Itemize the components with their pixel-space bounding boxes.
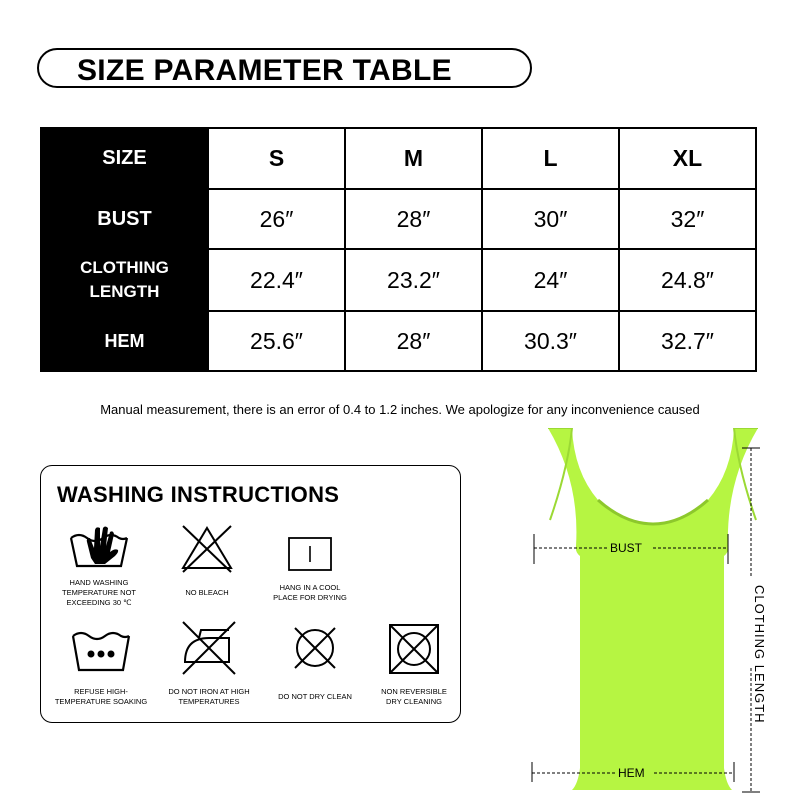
no-dry-clean-icon <box>289 622 341 674</box>
washing-instructions-panel <box>40 465 461 723</box>
hand-wash-icon <box>67 522 131 572</box>
label-line: HAND WASHING <box>69 578 129 587</box>
row-label-clothing-length <box>41 249 208 311</box>
non-reversible-label <box>359 687 469 707</box>
size-m-header: M <box>345 128 482 189</box>
table-cell: 28″ <box>345 189 482 249</box>
label-line: PLACE FOR DRYING <box>273 593 347 602</box>
label-line: CLOTHING <box>752 585 767 661</box>
table-cell: 32″ <box>619 189 756 249</box>
title-banner <box>37 48 532 88</box>
size-l-header: L <box>482 128 619 189</box>
label-line: DRY CLEANING <box>386 697 442 706</box>
hand-wash-label <box>44 578 154 608</box>
hang-dry-icon <box>287 536 333 572</box>
tank-top-body <box>548 428 758 790</box>
size-table <box>40 127 757 372</box>
no-iron-label <box>154 687 264 707</box>
row-label-hem: HEM <box>41 311 208 371</box>
bust-label: BUST <box>610 541 643 555</box>
hang-dry-label <box>255 583 365 603</box>
page-title: SIZE PARAMETER TABLE <box>77 54 452 87</box>
label-line: NON REVERSIBLE <box>381 687 447 696</box>
row-label-bust: BUST <box>41 189 208 249</box>
row-label-line1: CLOTHING <box>80 258 169 277</box>
hem-label: HEM <box>618 766 645 780</box>
size-xl-header: XL <box>619 128 756 189</box>
table-cell: 25.6″ <box>208 311 345 371</box>
table-cell: 32.7″ <box>619 311 756 371</box>
label-line: TEMPERATURE NOT <box>61 588 137 597</box>
table-row-hem <box>41 311 756 371</box>
table-cell: 24.8″ <box>619 249 756 311</box>
no-iron-icon <box>179 618 239 678</box>
table-cell: 24″ <box>482 249 619 311</box>
table-cell: 30.3″ <box>482 311 619 371</box>
clothing-length-label <box>752 585 767 724</box>
label-line: EXCEEDING 30 ℃ <box>66 598 132 607</box>
washing-title: WASHING INSTRUCTIONS <box>57 482 340 507</box>
size-header-cell: SIZE <box>41 128 208 189</box>
no-tumble-dry-icon <box>387 622 441 676</box>
table-cell: 23.2″ <box>345 249 482 311</box>
table-cell: 22.4″ <box>208 249 345 311</box>
no-bleach-icon <box>179 522 235 574</box>
label-line: DO NOT IRON AT HIGH <box>168 687 250 696</box>
refuse-high-temp-soak-icon <box>69 624 133 676</box>
table-cell: 30″ <box>482 189 619 249</box>
refuse-soak-label <box>46 687 156 707</box>
label-line: REFUSE HIGH- <box>74 687 128 696</box>
label-line: TEMPERATURES <box>178 697 240 706</box>
table-cell: 28″ <box>345 311 482 371</box>
label-line: TEMPERATURE SOAKING <box>54 697 148 706</box>
no-dry-clean-label: DO NOT DRY CLEAN <box>278 692 352 701</box>
table-header-row <box>41 128 756 189</box>
table-row-clothing-length <box>41 249 756 311</box>
table-cell: 26″ <box>208 189 345 249</box>
size-s-header: S <box>208 128 345 189</box>
row-label-line2: LENGTH <box>89 282 160 301</box>
tank-top-image <box>528 428 778 800</box>
no-bleach-label: NO BLEACH <box>185 588 229 597</box>
table-row-bust <box>41 189 756 249</box>
label-line: LENGTH <box>752 664 767 724</box>
label-line: HANG IN A COOL <box>279 583 341 592</box>
measurement-note: Manual measurement, there is an error of 0.4 to 1.2 inches. We apologize for any inconvenience caused <box>100 402 700 417</box>
